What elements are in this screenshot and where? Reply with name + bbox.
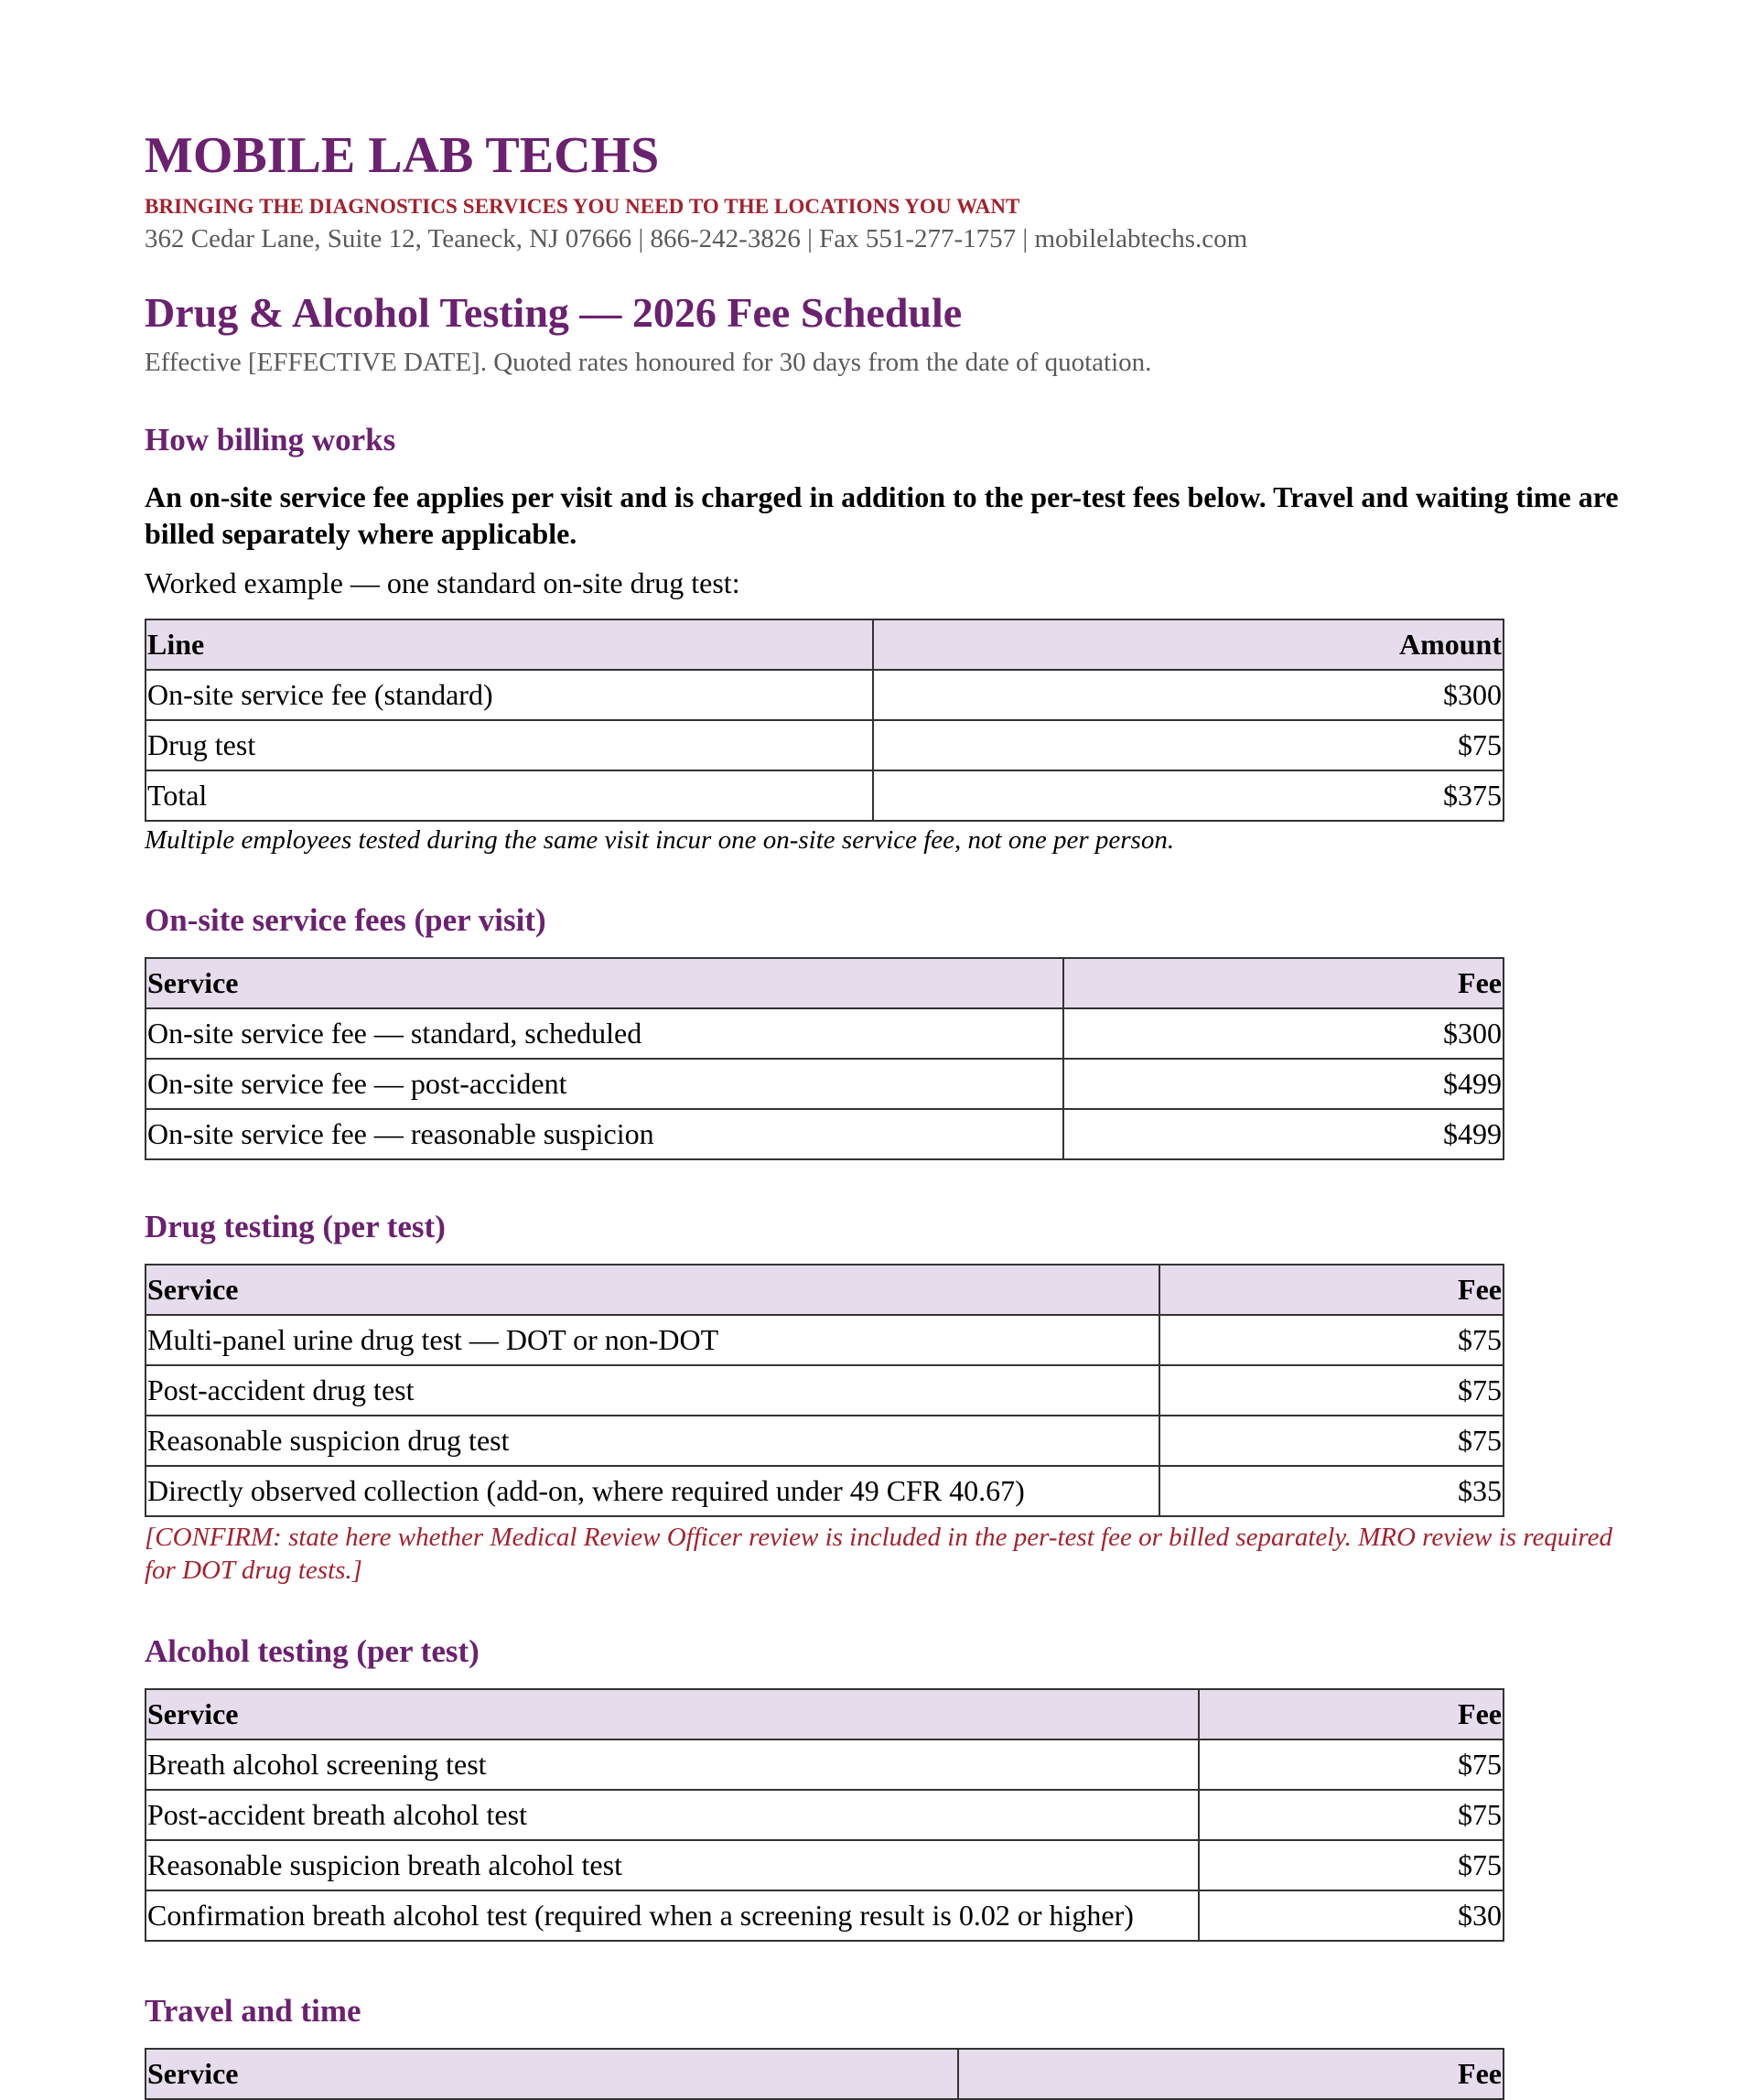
row-amount: $30	[1199, 1890, 1504, 1941]
worked-example-table-block	[145, 619, 1645, 856]
document-title: Drug & Alcohol Testing — 2026 Fee Schedule	[145, 289, 963, 336]
row-amount: $75	[1199, 1840, 1504, 1890]
alcohol-testing-table	[145, 1688, 1504, 1942]
column-header-service: Service	[146, 1265, 1159, 1315]
column-header-fee: Fee	[1199, 1689, 1504, 1739]
row-amount: $75	[1159, 1365, 1504, 1416]
row-amount: $375	[873, 770, 1504, 821]
column-header-amount: Amount	[873, 619, 1504, 670]
row-label: Total	[146, 770, 873, 821]
row-amount: $75	[1159, 1416, 1504, 1466]
row-label: Multi-panel urine drug test — DOT or non-DOT	[146, 1315, 1159, 1365]
table-row	[146, 1059, 1504, 1109]
table-row	[146, 1008, 1504, 1059]
worked-example-intro: Worked example — one standard on-site drug test:	[145, 566, 740, 599]
onsite-fees-table	[145, 957, 1504, 1160]
drug-testing-section	[145, 1209, 1645, 1587]
table-row	[146, 1365, 1504, 1416]
worked-example-table	[145, 619, 1504, 822]
row-label: Post-accident drug test	[146, 1365, 1159, 1416]
company-contact-line: 362 Cedar Lane, Suite 12, Teaneck, NJ 07666 | 866-242-3826 | Fax 551-277-1757 | mobilelabtechs.com	[145, 224, 1248, 253]
column-header-service: Service	[146, 2049, 958, 2099]
row-label: Drug test	[146, 720, 873, 770]
column-header-service: Service	[146, 958, 1063, 1008]
row-label: On-site service fee — post-accident	[146, 1059, 1063, 1109]
table-row	[146, 1739, 1504, 1790]
letterhead	[145, 126, 1645, 254]
travel-time-heading: Travel and time	[145, 1993, 361, 2029]
row-label: On-site service fee — standard, scheduled	[146, 1008, 1063, 1059]
row-label: Directly observed collection (add-on, where required under 49 CFR 40.67)	[146, 1466, 1159, 1516]
table-row	[146, 1109, 1504, 1159]
table-row	[146, 1466, 1504, 1516]
billing-explanation: An on-site service fee applies per visit and is charged in addition to the per-test fees below. Travel and waiting time are billed separately where applicable.	[145, 480, 1619, 550]
row-label: On-site service fee (standard)	[146, 670, 873, 720]
table-header-row	[146, 1265, 1504, 1315]
row-amount: $499	[1063, 1059, 1504, 1109]
row-amount: $300	[873, 670, 1504, 720]
drug-testing-heading: Drug testing (per test)	[145, 1209, 446, 1244]
row-label: Reasonable suspicion drug test	[146, 1416, 1159, 1466]
table-row	[146, 1890, 1504, 1941]
alcohol-testing-section	[145, 1633, 1645, 1942]
multiple-employees-note: Multiple employees tested during the same visit incur one on-site service fee, not one per person.	[145, 825, 1175, 855]
column-header-fee: Fee	[958, 2049, 1504, 2099]
document-heading	[145, 288, 1645, 378]
travel-time-table	[145, 2048, 1504, 2100]
table-header-row	[146, 619, 1504, 670]
table-row	[146, 770, 1504, 821]
row-amount: $75	[873, 720, 1504, 770]
row-label: Breath alcohol screening test	[146, 1739, 1199, 1790]
company-tagline: BRINGING THE DIAGNOSTICS SERVICES YOU NEED TO THE LOCATIONS YOU WANT	[145, 195, 1020, 218]
company-name: MOBILE LAB TECHS	[145, 127, 660, 184]
column-header-fee: Fee	[1063, 958, 1504, 1008]
row-amount: $75	[1199, 1739, 1504, 1790]
column-header-line: Line	[146, 619, 873, 670]
column-header-service: Service	[146, 1689, 1199, 1739]
effective-date-note: Effective [EFFECTIVE DATE]. Quoted rates honoured for 30 days from the date of quotation.	[145, 348, 1152, 377]
row-amount: $75	[1199, 1790, 1504, 1840]
table-header-row	[146, 2049, 1504, 2099]
table-row	[146, 1840, 1504, 1890]
table-row	[146, 1315, 1504, 1365]
table-header-row	[146, 1689, 1504, 1739]
billing-heading: How billing works	[145, 422, 396, 458]
alcohol-testing-heading: Alcohol testing (per test)	[145, 1633, 480, 1669]
column-header-fee: Fee	[1159, 1265, 1504, 1315]
row-amount: $75	[1159, 1315, 1504, 1365]
table-row	[146, 1416, 1504, 1466]
table-row	[146, 720, 1504, 770]
row-amount: $300	[1063, 1008, 1504, 1059]
table-row	[146, 670, 1504, 720]
table-row	[146, 1790, 1504, 1840]
mro-confirm-placeholder: [CONFIRM: state here whether Medical Review Officer review is included in the per-test fee or billed separately. MRO review is required for DOT drug tests.]	[145, 1523, 1612, 1585]
row-label: Confirmation breath alcohol test (required when a screening result is 0.02 or higher)	[146, 1890, 1199, 1941]
row-label: On-site service fee — reasonable suspicion	[146, 1109, 1063, 1159]
row-amount: $35	[1159, 1466, 1504, 1516]
row-amount: $499	[1063, 1109, 1504, 1159]
onsite-fees-section	[145, 902, 1645, 1160]
billing-section	[145, 422, 1645, 601]
drug-testing-table	[145, 1264, 1504, 1517]
table-header-row	[146, 958, 1504, 1008]
travel-time-section	[145, 1993, 1645, 2100]
row-label: Post-accident breath alcohol test	[146, 1790, 1199, 1840]
row-label: Reasonable suspicion breath alcohol test	[146, 1840, 1199, 1890]
onsite-fees-heading: On-site service fees (per visit)	[145, 902, 546, 938]
